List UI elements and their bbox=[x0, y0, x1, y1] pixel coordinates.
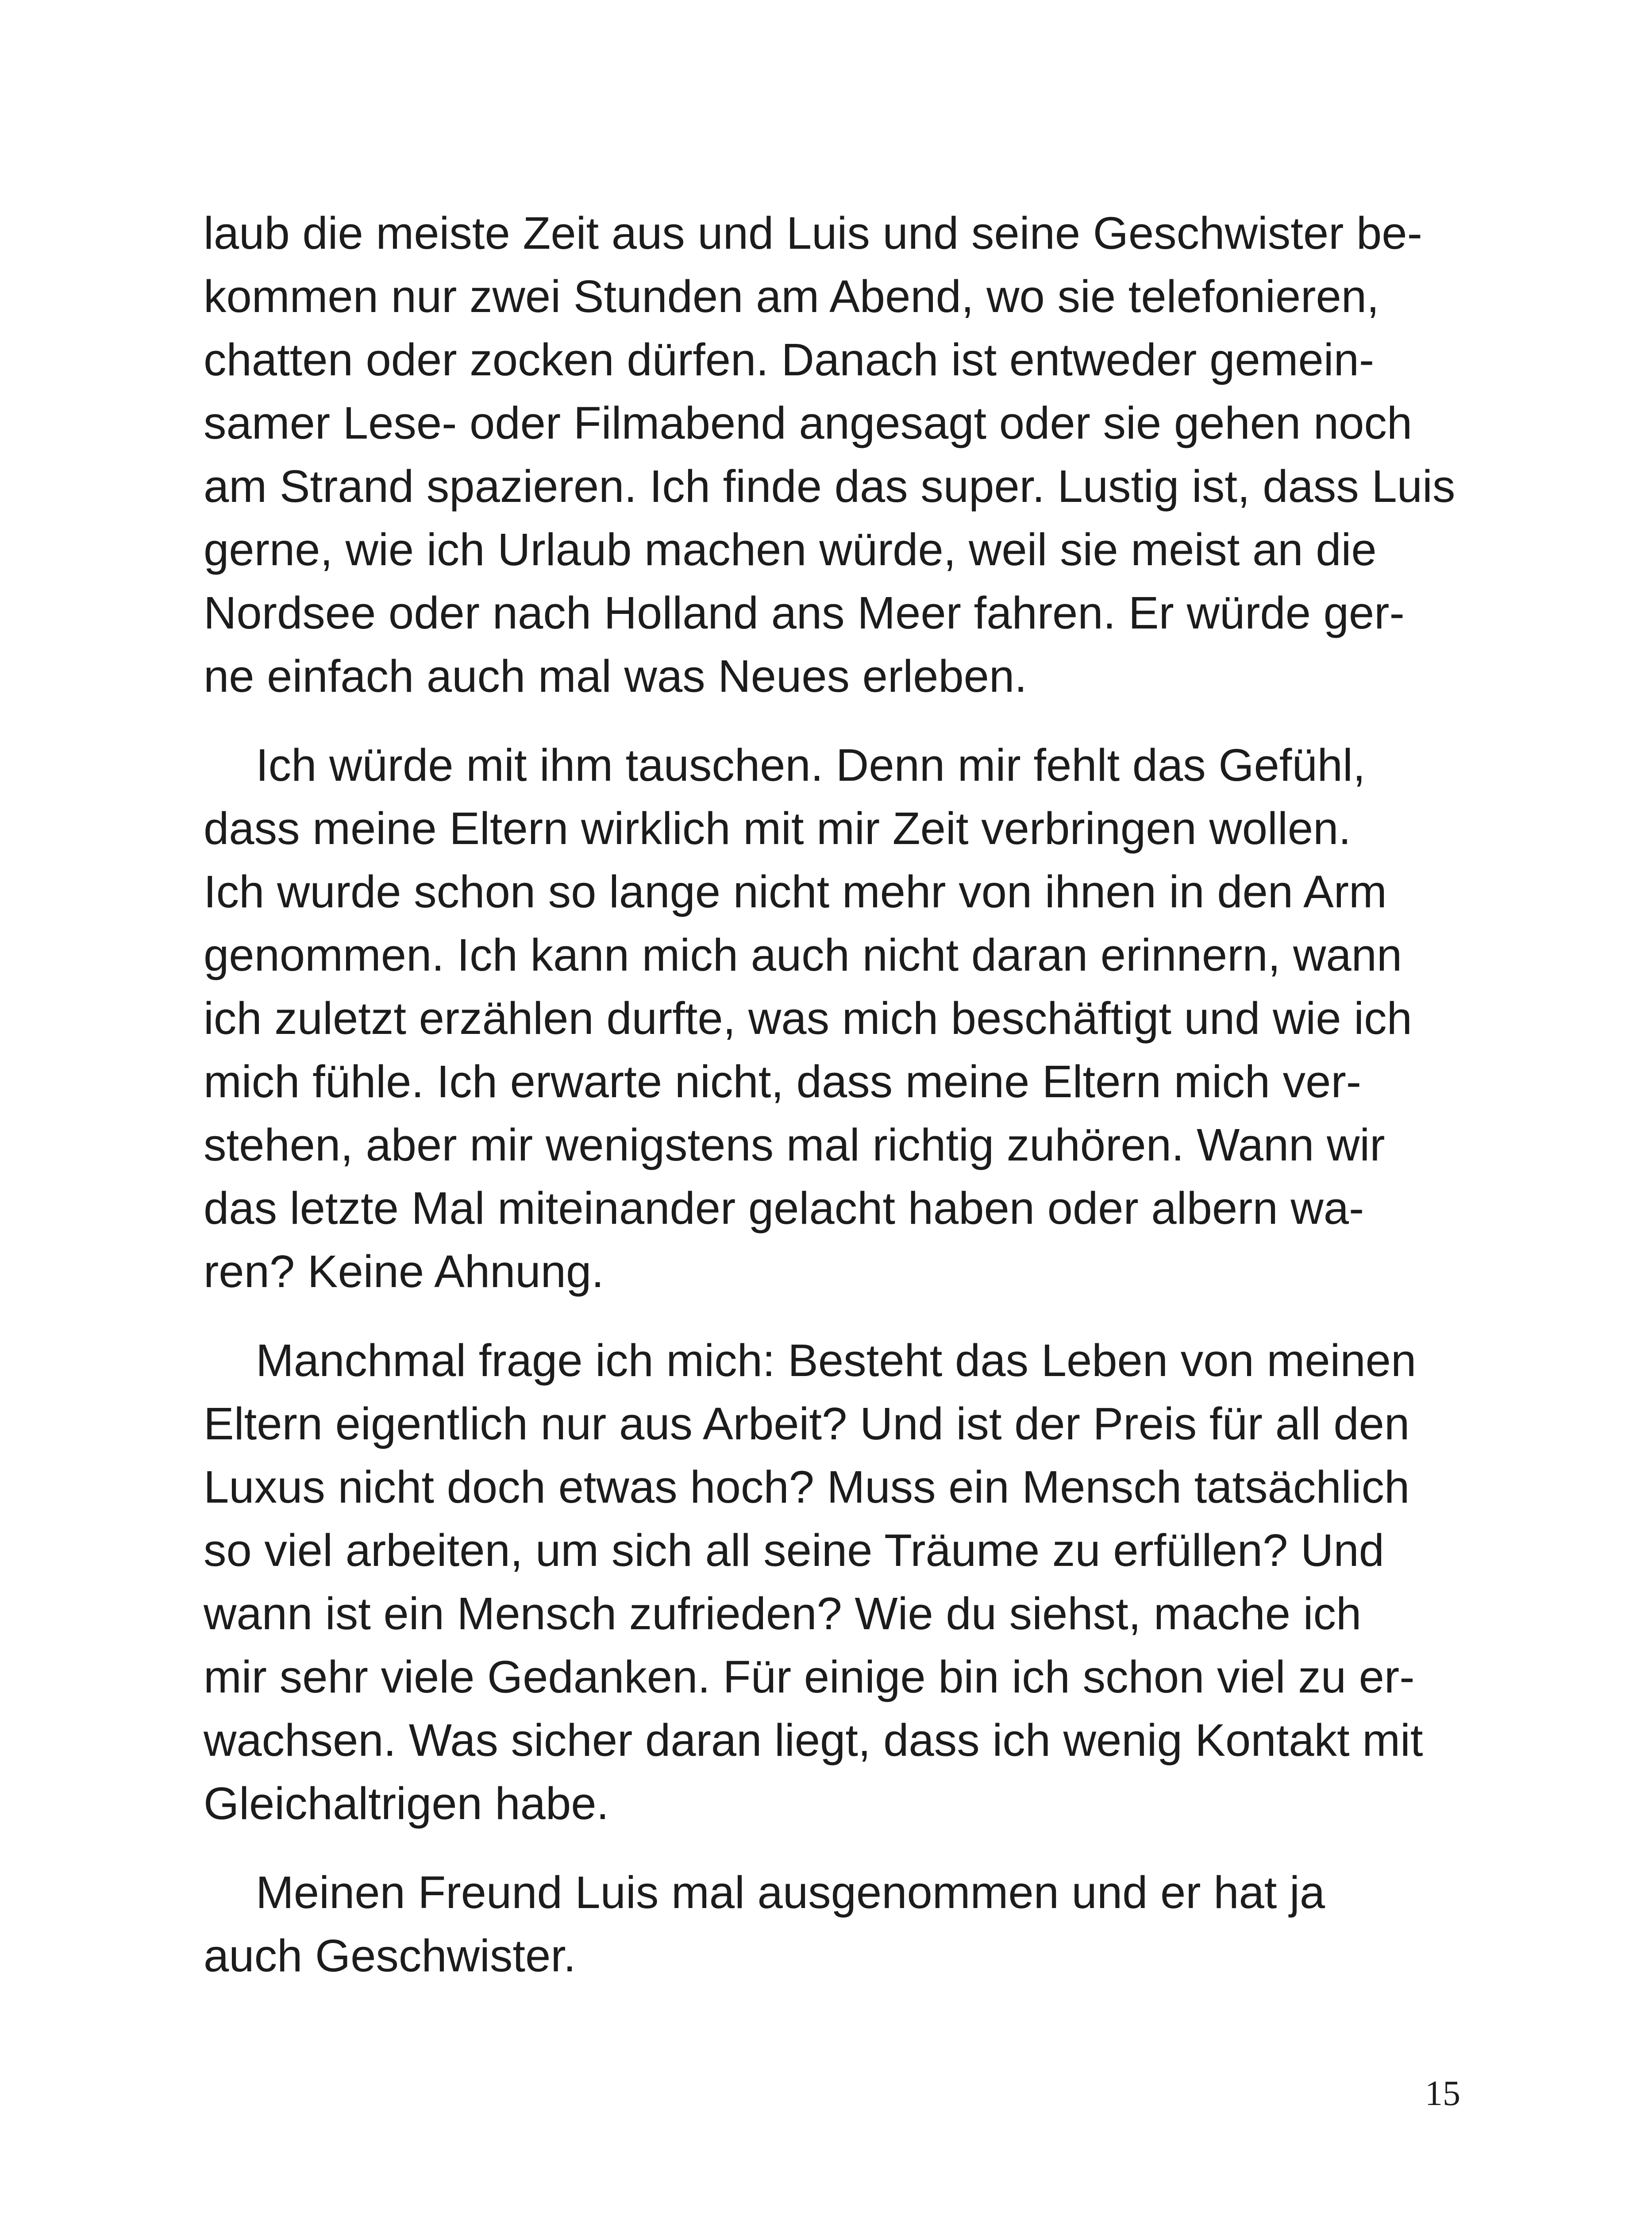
paragraph-4 bbox=[204, 1861, 1465, 1987]
text-line: Ich würde mit ihm tauschen. Denn mir fehlt das Gefühl, bbox=[256, 740, 1366, 790]
text-line: kommen nur zwei Stunden am Abend, wo sie telefonieren, bbox=[204, 271, 1379, 322]
page-number: 15 bbox=[1425, 2074, 1460, 2113]
text-line: so viel arbeiten, um sich all seine Träume zu erfüllen? Und bbox=[204, 1525, 1384, 1576]
text-line: ne einfach auch mal was Neues erleben. bbox=[204, 651, 1027, 702]
text-line: mich fühle. Ich erwarte nicht, dass meine Eltern mich ver- bbox=[204, 1056, 1362, 1107]
text-line: Eltern eigentlich nur aus Arbeit? Und ist der Preis für all den bbox=[204, 1398, 1410, 1449]
text-line: wann ist ein Mensch zufrieden? Wie du siehst, mache ich bbox=[204, 1588, 1362, 1639]
text-line: genommen. Ich kann mich auch nicht daran erinnern, wann bbox=[204, 929, 1402, 980]
text-line: ren? Keine Ahnung. bbox=[204, 1246, 604, 1297]
text-line: das letzte Mal miteinander gelacht haben oder albern wa- bbox=[204, 1183, 1364, 1234]
text-line: Luxus nicht doch etwas hoch? Muss ein Mensch tatsächlich bbox=[204, 1461, 1410, 1512]
paragraph-2 bbox=[204, 733, 1465, 1303]
text-line: am Strand spazieren. Ich finde das super. Lustig ist, dass Luis bbox=[204, 461, 1456, 512]
text-line: stehen, aber mir wenigstens mal richtig zuhören. Wann wir bbox=[204, 1119, 1385, 1170]
text-line: auch Geschwister. bbox=[204, 1930, 576, 1981]
text-line: gerne, wie ich Urlaub machen würde, weil sie meist an die bbox=[204, 524, 1377, 575]
text-line: Ich wurde schon so lange nicht mehr von ihnen in den Arm bbox=[204, 866, 1387, 917]
text-line: Gleichaltrigen habe. bbox=[204, 1778, 609, 1829]
text-line: wachsen. Was sicher daran liegt, dass ich wenig Kontakt mit bbox=[204, 1715, 1423, 1766]
text-line: dass meine Eltern wirklich mit mir Zeit verbringen wollen. bbox=[204, 803, 1352, 854]
text-line: samer Lese- oder Filmabend angesagt oder sie gehen noch bbox=[204, 397, 1413, 448]
text-line: ich zuletzt erzählen durfte, was mich beschäftigt und wie ich bbox=[204, 993, 1412, 1044]
text-line: Meinen Freund Luis mal ausgenommen und er hat ja bbox=[256, 1867, 1325, 1918]
paragraph-1 bbox=[204, 201, 1465, 708]
text-line: laub die meiste Zeit aus und Luis und seine Geschwister be- bbox=[204, 208, 1422, 258]
paragraph-3 bbox=[204, 1329, 1465, 1835]
text-line: Manchmal frage ich mich: Besteht das Leben von meinen bbox=[256, 1335, 1417, 1386]
text-line: Nordsee oder nach Holland ans Meer fahren. Er würde ger- bbox=[204, 587, 1405, 638]
text-line: chatten oder zocken dürfen. Danach ist entweder gemein- bbox=[204, 334, 1375, 385]
text-line: mir sehr viele Gedanken. Für einige bin ich schon viel zu er- bbox=[204, 1651, 1415, 1702]
body-text bbox=[204, 201, 1465, 2013]
